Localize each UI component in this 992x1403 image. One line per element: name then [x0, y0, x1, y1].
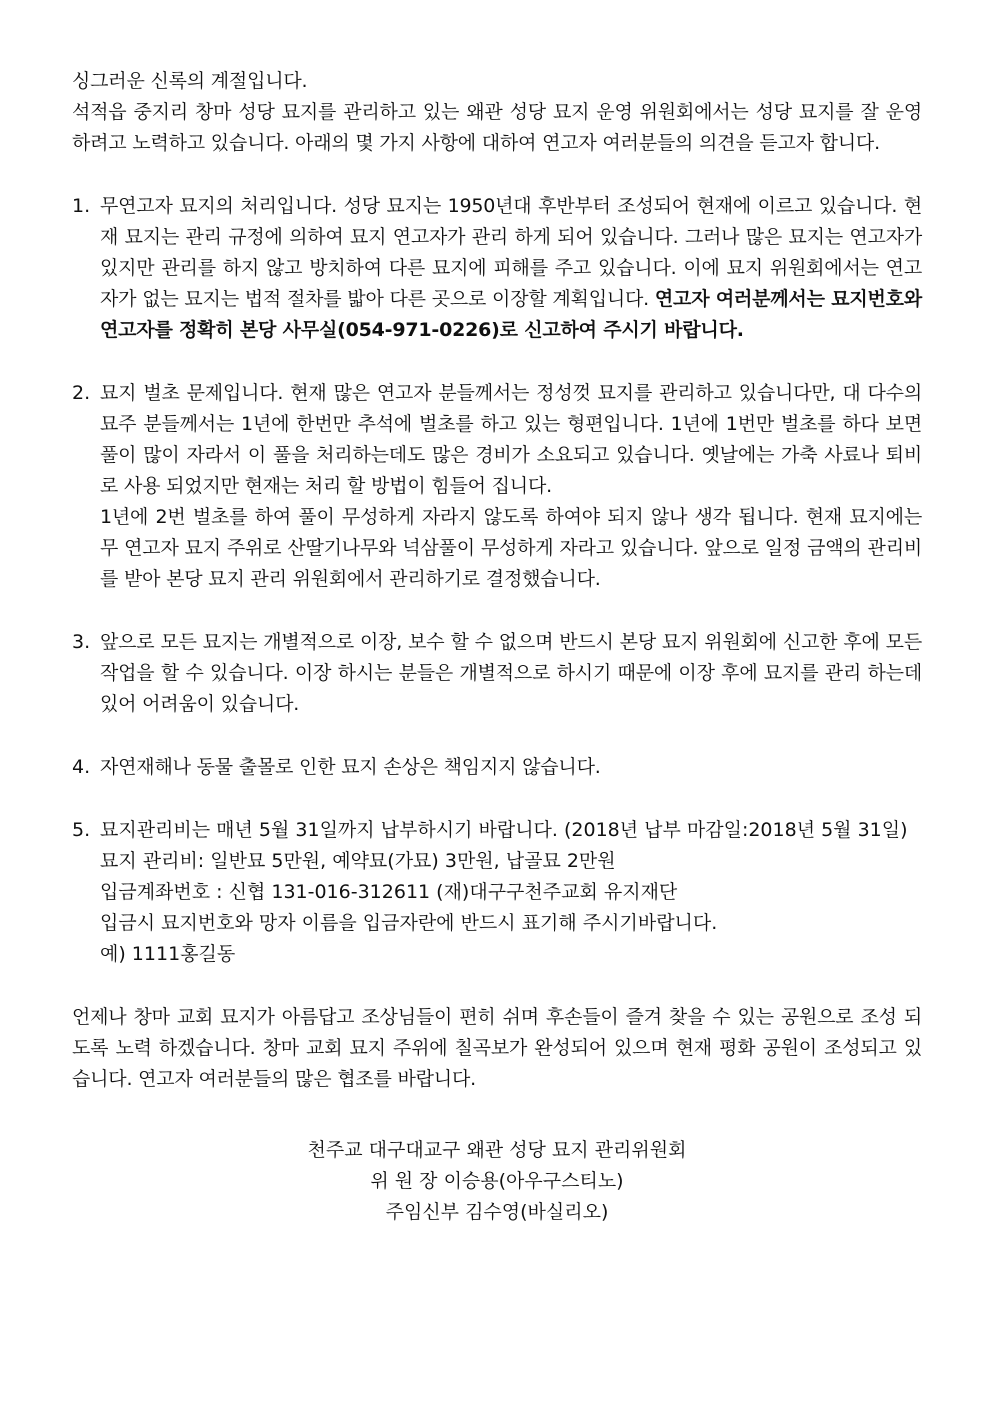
intro-paragraph: 석적읍 중지리 창마 성당 묘지를 관리하고 있는 왜관 성당 묘지 운영 위원회에서는 성당 묘지를 잘 운영하려고 노력하고 있습니다. 아래의 몇 가지 사항에 대하여 연고자 여러분들의 의견을 듣고자 합니다.	[72, 101, 922, 154]
item-bold-notice: 연고자 여러분께서는 묘지번호와 연고자를 정확히 본당 사무실(054-971-0226)로 신고하여 주시기 바랍니다.	[100, 288, 922, 341]
item-number: 5.	[72, 819, 91, 841]
signature-chair: 위 원 장 이승용(아우구스티노)	[370, 1170, 624, 1192]
bank-account: 입금계좌번호 : 신협 131-016-312611 (재)대구구천주교회 유지재단	[100, 881, 678, 903]
deposit-instruction: 입금시 묘지번호와 망자 이름을 입금자란에 반드시 표기해 주시기바랍니다.	[100, 912, 718, 934]
item-text: 자연재해나 동물 출몰로 인한 묘지 손상은 책임지지 않습니다.	[100, 756, 601, 778]
item-number: 3.	[72, 631, 91, 653]
list-item-4	[72, 752, 922, 783]
item-number: 2.	[72, 382, 91, 404]
list-item-3	[72, 627, 922, 720]
signature-pastor: 주임신부 김수영(바실리오)	[385, 1201, 609, 1223]
signature-org: 천주교 대구대교구 왜관 성당 묘지 관리위원회	[307, 1139, 687, 1161]
list-item-2	[72, 378, 922, 595]
item-text	[100, 191, 922, 346]
deposit-example: 예) 1111홍길동	[100, 943, 236, 965]
item-text: 앞으로 모든 묘지는 개별적으로 이장, 보수 할 수 없으며 반드시 본당 묘지 위원회에 신고한 후에 모든 작업을 할 수 있습니다. 이장 하시는 분들은 개별적으로 하시기 때문에 이장 후에 묘지를 관리 하는데 있어 어려움이 있습니다.	[100, 631, 922, 715]
list-item-1	[72, 191, 922, 346]
item-number: 1.	[72, 195, 91, 217]
fee-schedule: 묘지 관리비: 일반묘 5만원, 예약묘(가묘) 3만원, 납골묘 2만원	[100, 850, 616, 872]
item-text-continued: 1년에 2번 벌초를 하여 풀이 무성하게 자라지 않도록 하여야 되지 않나 생각 됩니다. 현재 묘지에는 무 연고자 묘지 주위로 산딸기나무와 넉삼풀이 무성하게 자라고 있습니다. 앞으로 일정 금액의 관리비를 받아 본당 묘지 관리 위원회에서 관리하기로 결정했습니다.	[100, 506, 922, 590]
signature-block	[72, 1135, 922, 1228]
item-text: 묘지관리비는 매년 5월 31일까지 납부하시기 바랍니다. (2018년 납부 마감일:2018년 5월 31일)	[100, 819, 908, 841]
closing-paragraph: 언제나 창마 교회 묘지가 아름답고 조상님들이 편히 쉬며 후손들이 즐겨 찾을 수 있는 공원으로 조성 되도록 노력 하겠습니다. 창마 교회 묘지 주위에 칠곡보가 완성되어 있으며 현재 평화 공원이 조성되고 있습니다. 연고자 여러분들의 많은 협조를 바랍니다.	[72, 1006, 922, 1090]
item-number: 4.	[72, 756, 91, 778]
letter-page	[72, 66, 922, 1228]
item-body: 무연고자 묘지의 처리입니다. 성당 묘지는 1950년대 후반부터 조성되어 현재에 이르고 있습니다. 현재 묘지는 관리 규정에 의하여 묘지 연고자가 관리 하게 되어 있습니다. 그러나 많은 묘지는 연고자가 있지만 관리를 하지 않고 방치하여 다른 묘지에 피해를 주고 있습니다. 이에 묘지 위원회에서는 연고자가 없는 묘지는 법적 절차를 밟아 다른 곳으로 이장할 계획입니다.	[100, 195, 922, 310]
list-item-5	[72, 815, 922, 970]
item-text: 묘지 벌초 문제입니다. 현재 많은 연고자 분들께서는 정성껏 묘지를 관리하고 있습니다만, 대 다수의 묘주 분들께서는 1년에 한번만 추석에 벌초를 하고 있는 형편입니다. 1년에 1번만 벌초를 하다 보면 풀이 많이 자라서 이 풀을 처리하는데도 많은 경비가 소요되고 있습니다. 옛날에는 가축 사료나 퇴비로 사용 되었지만 현재는 처리 할 방법이 힘들어 집니다.	[100, 382, 922, 497]
greeting: 싱그러운 신록의 계절입니다.	[72, 70, 308, 92]
